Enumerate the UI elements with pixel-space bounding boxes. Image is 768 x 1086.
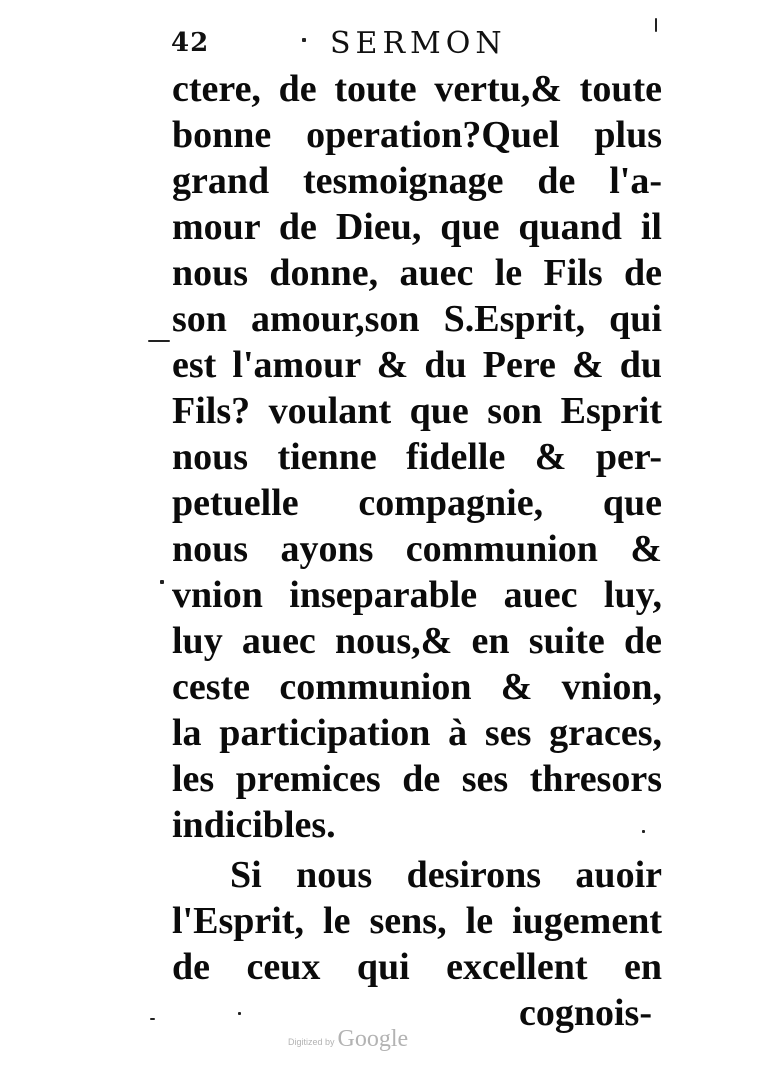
text-line: petuelle compagnie, que: [172, 482, 662, 524]
text-line: ctere, de toute vertu,& toute: [172, 68, 662, 110]
paragraph-end-line: indicibles.: [172, 804, 336, 846]
text-line: est l'amour & du Pere & du: [172, 344, 662, 386]
scan-speck: [160, 580, 164, 584]
text-line: luy auec nous,& en suite de: [172, 620, 662, 662]
text-line: grand tesmoignage de l'a-: [172, 160, 662, 202]
text-line: bonne operation?Quel plus: [172, 114, 662, 156]
text-line: les premices de ses thresors: [172, 758, 662, 800]
scan-speck: [642, 830, 645, 833]
text-line: l'Esprit, le sens, le iugement: [172, 900, 662, 942]
text-line: de ceux qui excellent en: [172, 946, 662, 988]
body-text: [172, 66, 662, 1036]
watermark-prefix: Digitized by: [288, 1036, 335, 1047]
running-head: SERMON: [330, 26, 507, 61]
scan-speck: [150, 1018, 155, 1020]
text-line: la participation à ses graces,: [172, 712, 662, 754]
google-logo: Google: [337, 1026, 409, 1052]
text-line: ceste communion & vnion,: [172, 666, 662, 708]
scan-speck: [302, 38, 306, 42]
digitized-by-google-watermark: [288, 1026, 408, 1053]
text-line: vnion inseparable auec luy,: [172, 574, 662, 616]
text-line: nous tienne fidelle & per-: [172, 436, 662, 478]
scan-speck: [655, 18, 657, 32]
text-line: nous ayons communion &: [172, 528, 662, 570]
text-line: mour de Dieu, que quand il: [172, 206, 662, 248]
page-header: [165, 26, 645, 66]
catchword: cognois-: [519, 992, 652, 1034]
scan-speck: [238, 1012, 241, 1015]
page-number: 42: [171, 28, 210, 58]
text-line: nous donne, auec le Fils de: [172, 252, 662, 294]
scan-speck: [148, 340, 170, 342]
paragraph-first-line: Si nous desirons auoir: [230, 854, 662, 896]
text-line: son amour,son S.Esprit, qui: [172, 298, 662, 340]
text-line: Fils? voulant que son Esprit: [172, 390, 662, 432]
